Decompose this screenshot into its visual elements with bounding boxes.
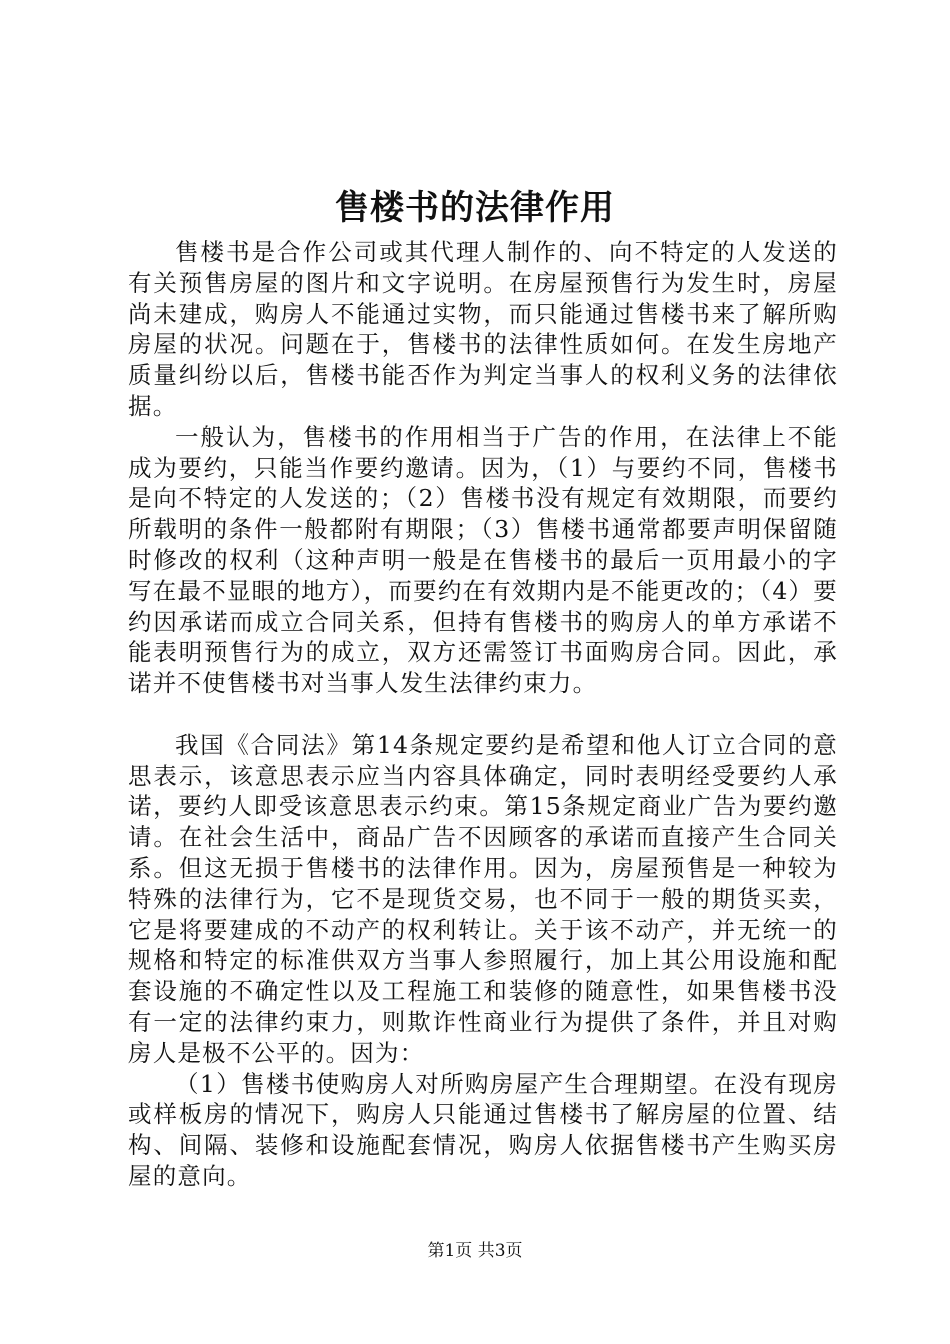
page-number-footer: 第1页 共3页 [427, 1241, 523, 1261]
paragraph-3: 我国《合同法》第14条规定要约是希望和他人订立合同的意思表示，该意思表示应当内容具体确定，同时表明经受要约人承诺，要约人即受该意思表示约束。第15条规定商业广告为要约邀请。在社会生活中，商品广告不因顾客的承诺而直接产生合同关系。但这无损于售楼书的法律作用。因为，房屋预售是一种较为特殊的法律行为，它不是现货交易，也不同于一般的期货买卖，它是将要建成的不动产的权利转让。关于该不动产，并无统一的规格和特定的标准供双方当事人参照履行，加上其公用设施和配套设施的不确定性以及工程施工和装修的随意性，如果售楼书没有一定的法律约束力，则欺诈性商业行为提供了条件，并且对购房人是极不公平的。因为： [128, 730, 838, 1067]
paragraph-4: （1）售楼书使购房人对所购房屋产生合理期望。在没有现房或样板房的情况下，购房人只能通过售楼书了解房屋的位置、结构、间隔、装修和设施配套情况，购房人依据售楼书产生购买房屋的意向。 [128, 1069, 838, 1190]
paragraph-2: 一般认为，售楼书的作用相当于广告的作用，在法律上不能成为要约，只能当作要约邀请。因为，（1）与要约不同，售楼书是向不特定的人发送的；（2）售楼书没有规定有效期限，而要约所载明的条件一般都附有期限；（3）售楼书通常都要声明保留随时修改的权利（这种声明一般是在售楼书的最后一页用最小的字写在最不显眼的地方），而要约在有效期内是不能更改的；（4）要约因承诺而成立合同关系，但持有售楼书的购房人的单方承诺不能表明预售行为的成立，双方还需签订书面购房合同。因此，承诺并不使售楼书对当事人发生法律约束力。 [128, 422, 838, 698]
document-title: 售楼书的法律作用 [335, 188, 615, 228]
document-body [128, 237, 838, 1192]
paragraph-1: 售楼书是合作公司或其代理人制作的、向不特定的人发送的有关预售房屋的图片和文字说明。在房屋预售行为发生时，房屋尚未建成，购房人不能通过实物，而只能通过售楼书来了解所购房屋的状况。问题在于，售楼书的法律性质如何。在发生房地产质量纠纷以后，售楼书能否作为判定当事人的权利义务的法律依据。 [128, 238, 838, 420]
